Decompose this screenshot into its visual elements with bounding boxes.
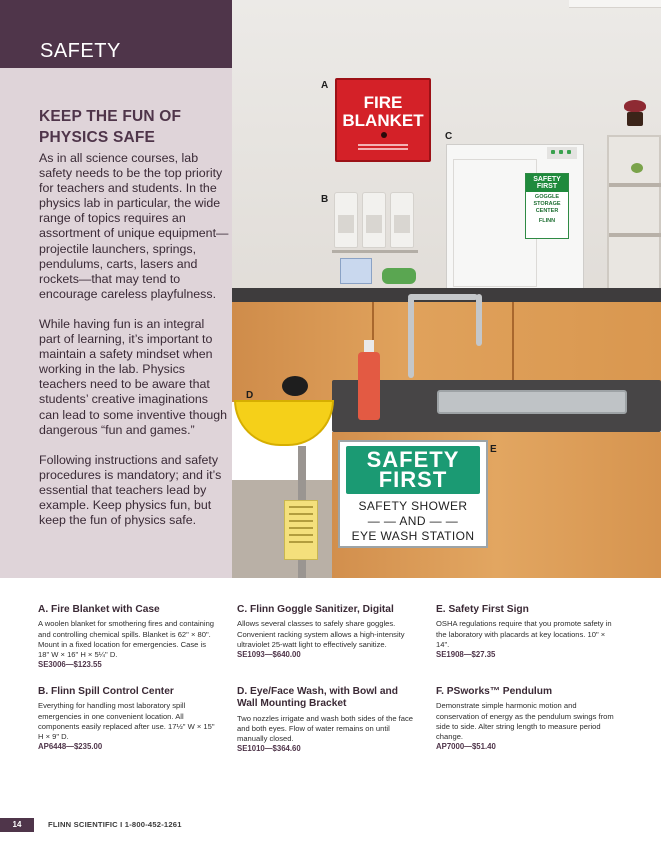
shelf-unit [607, 135, 661, 290]
goggle-sign [525, 173, 569, 239]
product-title: D. Eye/Face Wash, with Bowl and Wall Mounting Bracket [237, 686, 398, 710]
footer-text: FLINN SCIENTIFIC I 1-800-452-1261 [48, 820, 182, 829]
page-footer [0, 818, 661, 832]
sign-line-1: SAFETY SHOWER [358, 499, 468, 513]
sidebar-paragraph: While having fun is an integral part of learning, it’s important to maintain a safety mindset when working in the lab. Physics teachers need to be aware that students’ creative imaginations can lead to some inventive though dangerous “fun and games.” [39, 316, 228, 437]
spill-pad [382, 268, 416, 284]
product-code: AP7000—$51.40 [436, 741, 496, 751]
product-code: SE1010—$364.60 [237, 744, 301, 754]
goggle-sign-logo: FLINN [538, 218, 556, 224]
eyewash-bowl [234, 400, 334, 446]
product-code: SE1093—$640.00 [237, 649, 301, 659]
photo-label-e: E [490, 444, 497, 455]
plant-icon [631, 163, 643, 173]
product-item [436, 686, 616, 752]
eyewash-nozzle-icon [282, 376, 308, 396]
fire-blanket-fineprint [337, 142, 429, 154]
goggle-control-panel [547, 147, 577, 159]
plant-pot-icon [627, 112, 643, 126]
product-title: A. Fire Blanket with Case [38, 604, 160, 615]
fire-blanket-label: FIRE BLANKET [342, 93, 424, 130]
sidebar-paragraph: Following instructions and safety procedures is mandatory; and it’s essential that teachers lead by example. Keep physics fun, but keep the fun of physics safe. [39, 452, 222, 528]
product-description: OSHA regulations require that you promote safety in the laboratory with placards at key locations. 10" × 14". [436, 619, 612, 649]
product-title: B. Flinn Spill Control Center [38, 686, 174, 697]
product-code: AP6448—$235.00 [38, 741, 103, 751]
photo-top-strip [569, 0, 661, 8]
product-description: Demonstrate simple harmonic motion and conservation of energy as the pendulum swings from side to side. Alter string length to measure period change. [436, 701, 614, 741]
product-item [38, 686, 218, 752]
spill-bottle [334, 192, 358, 248]
sign-line-3: EYE WASH STATION [351, 529, 475, 543]
spill-bottle [390, 192, 414, 248]
sidebar-body [39, 151, 229, 543]
sign-headline: SAFETY FIRST [366, 447, 460, 492]
product-description: Allows several classes to safely share goggles. Convenient racking system allows a high-intensity ultraviolet 25-watt light to effectively sanitize. [237, 619, 405, 649]
lab-photo [232, 0, 661, 578]
spill-bottle [362, 192, 386, 248]
soap-bottle-icon [358, 352, 380, 420]
eyewash-tag [284, 500, 318, 560]
page-number: 14 [0, 818, 34, 832]
faucet-icon [476, 294, 482, 346]
sink [437, 390, 627, 414]
product-code: SE3006—$123.55 [38, 659, 102, 669]
sidebar-heading: KEEP THE FUN OF PHYSICS SAFE [39, 108, 182, 146]
product-item [237, 686, 417, 755]
spill-control-center [332, 192, 418, 292]
photo-label-c: C [445, 131, 453, 142]
product-item [436, 604, 616, 660]
goggle-sign-middle: GOGGLE STORAGE CENTER [533, 194, 561, 214]
plant-icon [624, 100, 646, 112]
product-title: E. Safety First Sign [436, 604, 529, 615]
section-title: SAFETY [40, 40, 121, 62]
sign-green-band [346, 446, 480, 494]
goggle-sign-top: SAFETY FIRST [526, 174, 568, 192]
product-code: SE1908—$27.35 [436, 649, 496, 659]
spill-shelf [332, 250, 418, 253]
product-description: Everything for handling most laboratory spill emergencies in one convenient location. All components easily replaced after use. 17½" W × 15" H × 9" D. [38, 701, 215, 741]
product-title: C. Flinn Goggle Sanitizer, Digital [237, 604, 394, 615]
product-description: Two nozzles irrigate and wash both sides of the face and both eyes. Flow of water remains on until manually closed. [237, 713, 414, 743]
goggle-cabinet [446, 144, 584, 292]
fire-blanket-case [335, 78, 431, 162]
faucet-icon [408, 294, 478, 300]
photo-label-d: D [246, 390, 254, 401]
fire-blanket-knob-icon [381, 132, 387, 138]
photo-label-b: B [321, 194, 329, 205]
faucet-icon [408, 296, 414, 378]
shelf [609, 233, 661, 237]
product-item [237, 604, 417, 660]
photo-label-a: A [321, 80, 329, 91]
sign-line-2: — — AND — — [367, 514, 459, 528]
sidebar-panel [0, 68, 232, 578]
spill-box [340, 258, 372, 284]
product-item [38, 604, 218, 670]
safety-first-sign [338, 440, 488, 548]
product-description: A woolen blanket for smothering fires and containing and controlling chemical spills. Blanket is 62" × 80". Mount in a fixed location for emergencies. Case is 18" W × 16" H × 5¼" D. [38, 619, 215, 659]
sidebar-paragraph: As in all science courses, lab safety needs to be the top priority for teachers and students. In the physics lab in particular, the wide range of topics requires an assortment of unique equipment—projectile launchers, springs, pendulums, carts, lasers and rockets—that may tend to encourage careless playfulness. [39, 151, 229, 301]
shelf [609, 183, 661, 187]
product-title: F. PSworks™ Pendulum [436, 686, 553, 697]
